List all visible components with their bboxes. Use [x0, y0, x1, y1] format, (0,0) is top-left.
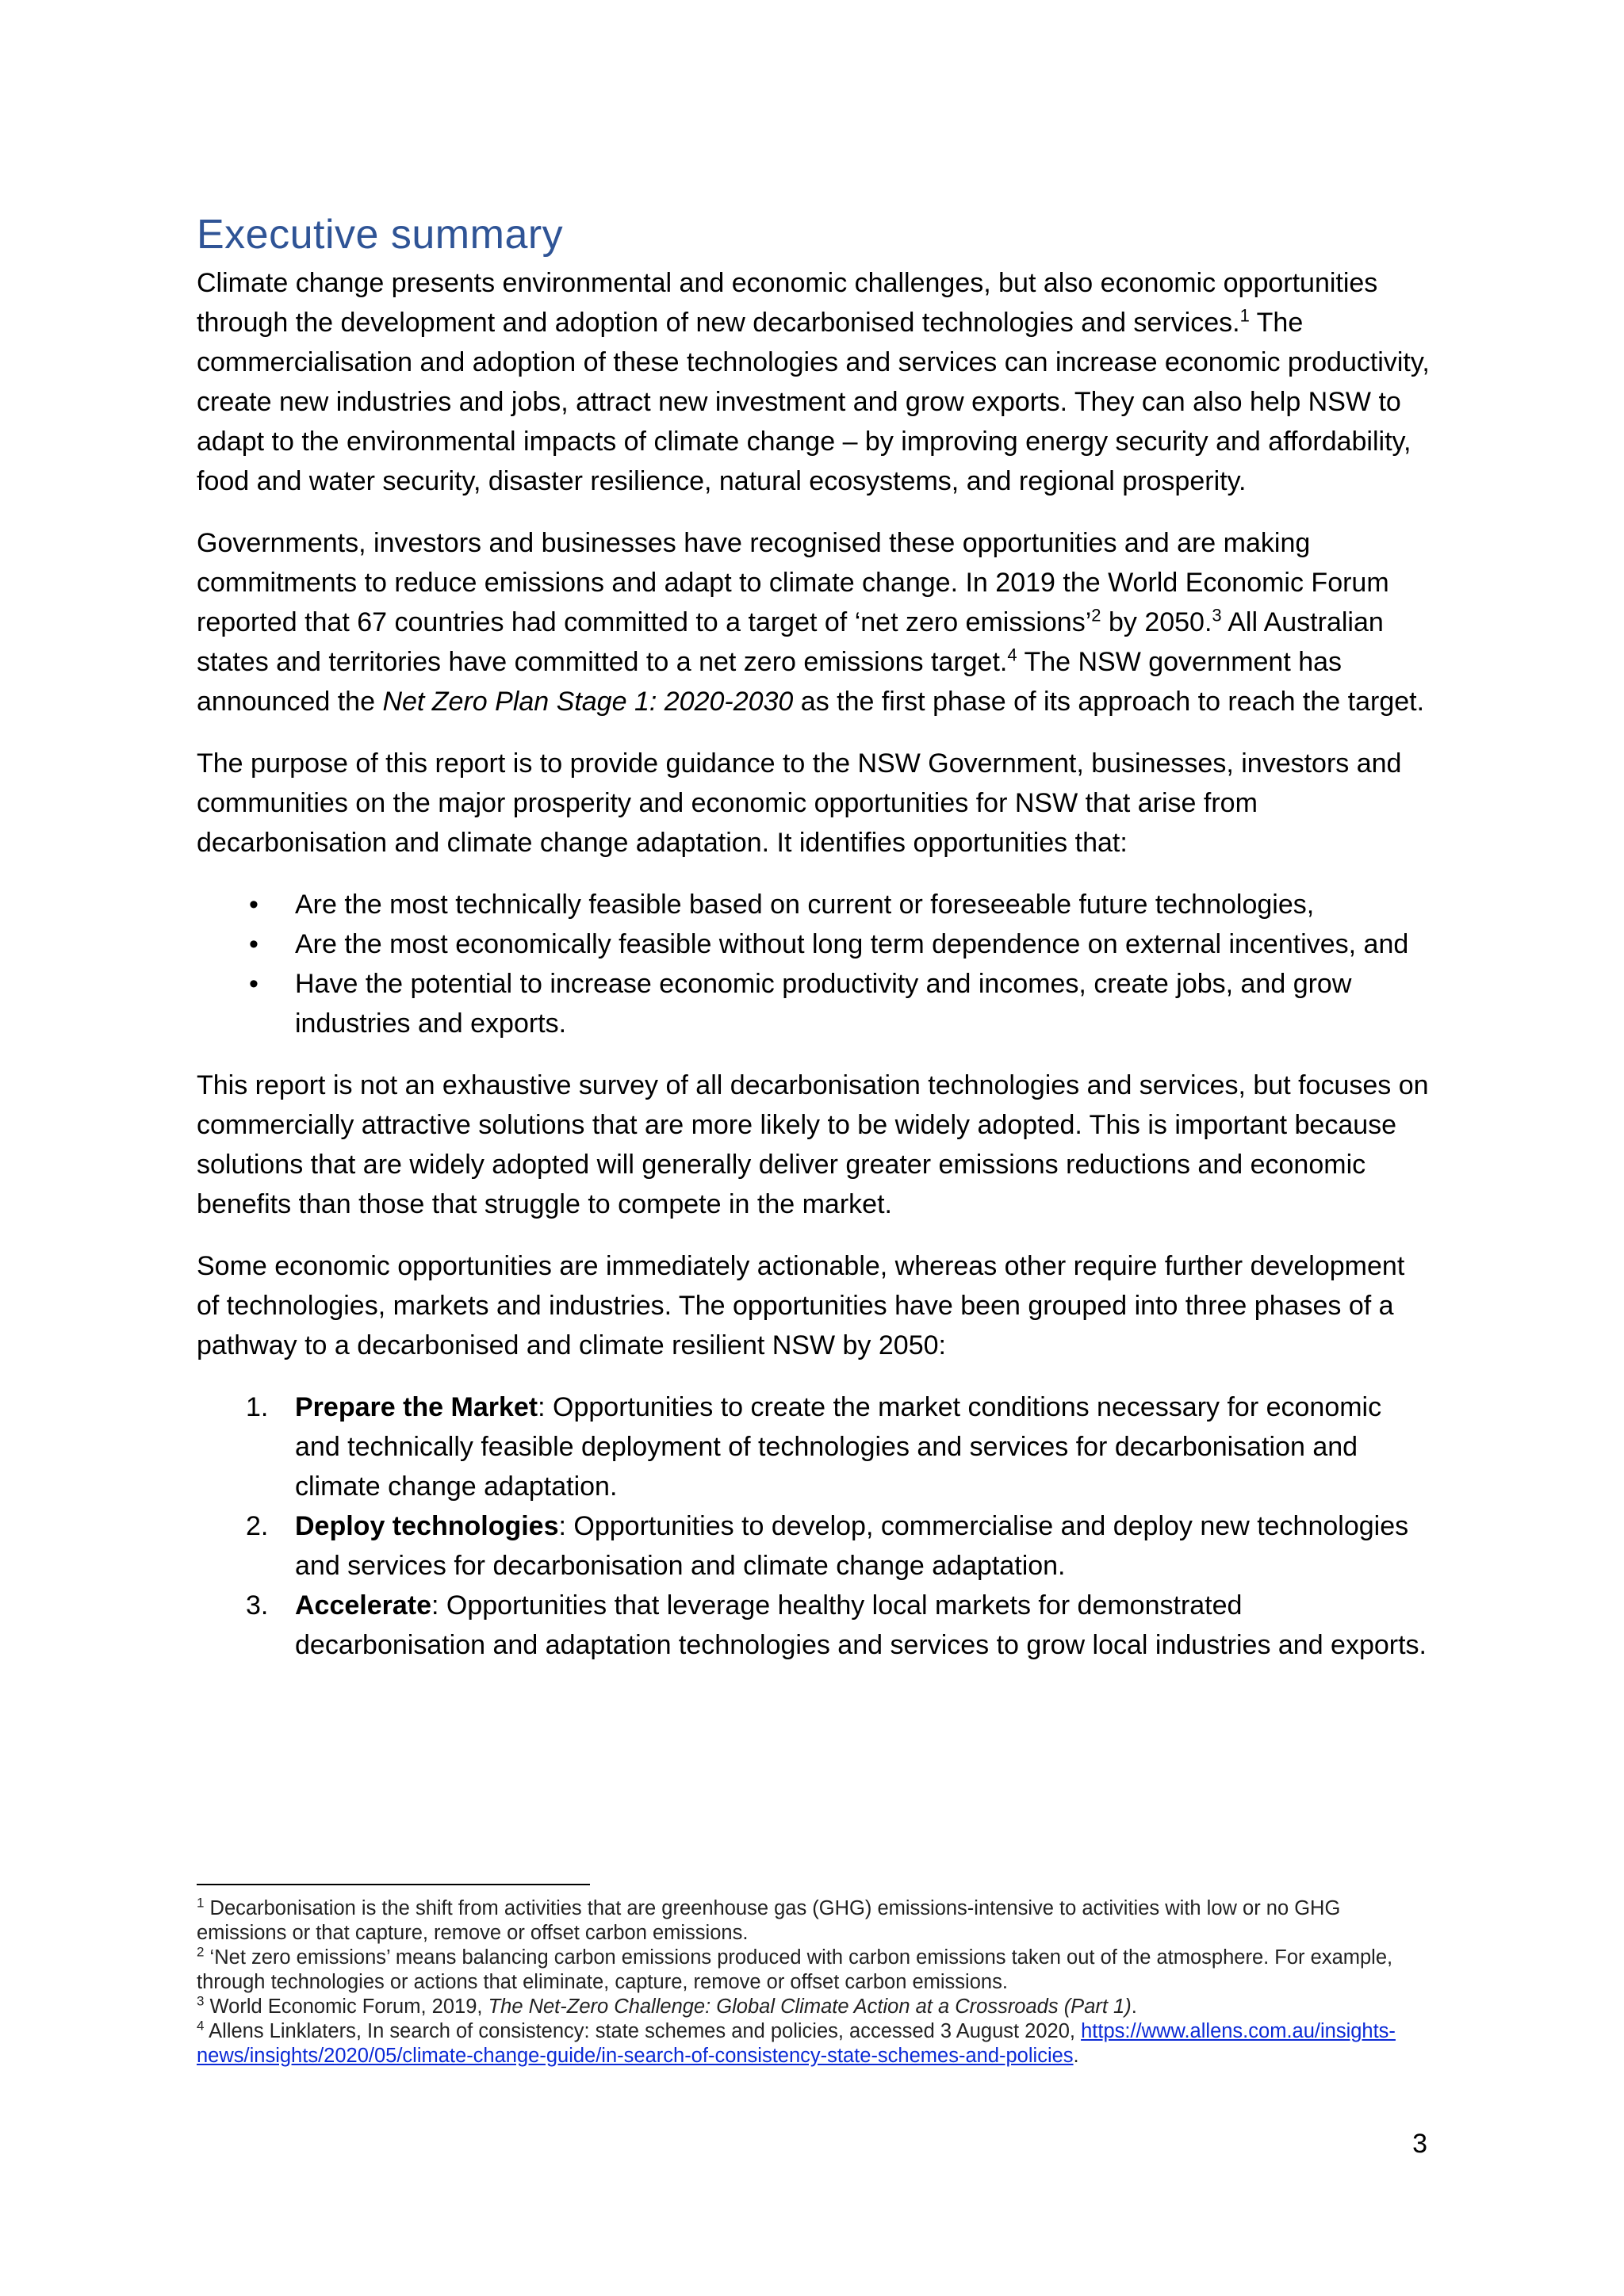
footnote-ref-2[interactable]: 2: [1091, 605, 1101, 626]
footnote-text: Decarbonisation is the shift from activities that are greenhouse gas (GHG) emissions-intensive to activities with low or no GHG emissions or that capture, remove or offset carbon emissions.: [197, 1897, 1341, 1944]
bullet-icon: •: [249, 929, 259, 959]
bullet-icon: •: [249, 890, 259, 920]
footnote-text: World Economic Forum, 2019,: [204, 1996, 488, 2018]
paragraph-phases-intro: Some economic opportunities are immediately actionable, whereas other require further development of technologies, markets and industries. The opportunities have been grouped into three phases of a pathway to a decarbonised and climate resilient NSW by 2050:: [197, 1251, 1405, 1360]
footnote-link[interactable]: https://www.allens.com.au/insights-news/insights/2020/05/climate-change-guide/in-search-of-consistency-state-schemes-and-policies: [197, 2020, 1396, 2067]
phase-text: : Opportunities to create the market conditions necessary for economic and technically feasible deployment of technologies and services for decarbonisation and climate change adaptation.: [295, 1392, 1382, 1502]
page-title: Executive summary: [197, 212, 564, 258]
phase-item: [197, 1586, 1434, 1665]
list-item: [197, 924, 1434, 964]
footnote-report-title: The Net-Zero Challenge: Global Climate Action at a Crossroads (Part 1): [488, 1996, 1132, 2018]
phase-text: : Opportunities to develop, commercialise and deploy new technologies and services for decarbonisation and climate change adaptation.: [295, 1511, 1409, 1581]
page-number: 3: [1412, 2129, 1427, 2159]
footnote-text: .: [1131, 1996, 1137, 2018]
paragraph-text: All Australian states and territories have committed to a net zero emissions target.: [197, 607, 1384, 677]
footnote-number: 3: [197, 1993, 205, 2009]
footnote-ref-3[interactable]: 3: [1212, 605, 1222, 626]
paragraph-scope: This report is not an exhaustive survey of all decarbonisation technologies and services, but focuses on commercially attractive solutions that are more likely to be widely adopted. This is important because solutions that are widely adopted will generally deliver greater emissions reductions and economic benefits than those that struggle to compete in the market.: [197, 1070, 1429, 1219]
phases-list: [197, 1387, 1434, 1665]
paragraph-text: The NSW government has announced the: [197, 647, 1342, 717]
list-item-text: Are the most technically feasible based on current or foreseeable future technologies,: [295, 890, 1315, 920]
paragraph-commitments: [197, 523, 1434, 721]
list-item-text: Have the potential to increase economic productivity and incomes, create jobs, and grow industries and exports.: [295, 969, 1352, 1039]
phase-text: : Opportunities that leverage healthy local markets for demonstrated decarbonisation and adaptation technologies and services to grow local industries and exports.: [295, 1590, 1427, 1660]
paragraph-text: Governments, investors and businesses have recognised these opportunities and are making commitments to reduce emissions and adapt to climate change. In 2019 the World Economic Forum reported that 67 countries had committed to a target of ‘net zero emissions’: [197, 528, 1389, 637]
phase-item: [197, 1506, 1434, 1586]
list-item: [197, 885, 1434, 924]
criteria-list: [197, 885, 1434, 1043]
paragraph-text: The commercialisation and adoption of these technologies and services can increase economic productivity, create new industries and jobs, attract new investment and grow exports. They can also help NSW to adapt to the environmental impacts of climate change – by improving energy security and affordability, food and water security, disaster resilience, natural ecosystems, and regional prosperity.: [197, 308, 1430, 496]
footnote-number: 1: [197, 1895, 205, 1911]
footnote-2: [197, 1946, 1434, 1995]
page-content: [197, 206, 1434, 1687]
phase-number: 1.: [246, 1392, 269, 1422]
paragraph-text: as the first phase of its approach to reach the target.: [793, 687, 1425, 717]
footnote-divider: [197, 1884, 590, 1885]
phase-number: 2.: [246, 1511, 269, 1541]
phase-number: 3.: [246, 1590, 269, 1621]
footnote-4: [197, 2019, 1434, 2068]
footnote-ref-4[interactable]: 4: [1007, 645, 1017, 665]
footnote-1: [197, 1896, 1434, 1946]
phase-item: [197, 1387, 1434, 1506]
list-item-text: Are the most economically feasible without long term dependence on external incentives, and: [295, 929, 1409, 959]
plan-title: Net Zero Plan Stage 1: 2020-2030: [382, 687, 794, 717]
footnote-text: .: [1073, 2045, 1079, 2067]
footnote-text: Allens Linklaters, In search of consistency: state schemes and policies, accessed 3 August 2020,: [204, 2020, 1082, 2042]
paragraph-purpose: The purpose of this report is to provide guidance to the NSW Government, businesses, investors and communities on the major prosperity and economic opportunities for NSW that arise from decarbonisation and climate change adaptation. It identifies opportunities that:: [197, 748, 1402, 858]
paragraph-text: Climate change presents environmental and economic challenges, but also economic opportunities through the development and adoption of new decarbonised technologies and services.: [197, 268, 1378, 338]
paragraph-text: by 2050.: [1101, 607, 1212, 637]
footnote-3: [197, 1995, 1434, 2019]
bullet-icon: •: [249, 969, 259, 999]
footnote-number: 4: [197, 2018, 205, 2034]
list-item: [197, 964, 1434, 1043]
phase-title: Prepare the Market: [295, 1392, 538, 1422]
paragraph-intro: [197, 263, 1434, 501]
footnote-ref-1[interactable]: 1: [1239, 305, 1250, 326]
phase-title: Deploy technologies: [295, 1511, 559, 1541]
footnote-number: 2: [197, 1944, 205, 1960]
phase-title: Accelerate: [295, 1590, 432, 1621]
footnotes: [197, 1896, 1434, 2068]
footnote-text: ‘Net zero emissions’ means balancing carbon emissions produced with carbon emissions taken out of the atmosphere. For example, through technologies or actions that eliminate, capture, remove or offset carbon emissions.: [197, 1946, 1393, 1993]
